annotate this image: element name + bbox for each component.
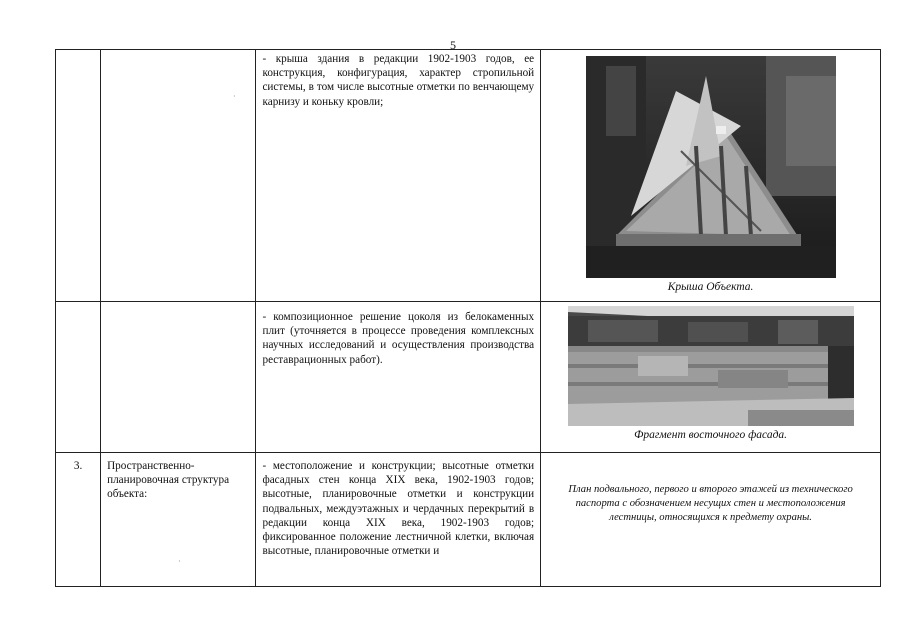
row-name-cell [101, 50, 256, 302]
row-number-cell [56, 302, 101, 453]
page-number: 5 [450, 38, 456, 52]
figure-caption: Крыша Объекта. [667, 281, 754, 293]
row-text-cell [256, 302, 541, 453]
row-description: - крыша здания в редакции 1902-1903 годов, ее конструкция, конфигурация, характер стропильной системы, в том числе высотные отметки по венчающему карнизу и коньку кровли; [262, 53, 535, 108]
roof-photo [586, 56, 836, 278]
row-number-cell [56, 50, 101, 302]
protection-subject-table [55, 49, 881, 587]
row-number [56, 50, 100, 56]
row-figure-cell [541, 453, 881, 587]
row-name [101, 50, 255, 52]
row-number-cell [56, 453, 101, 587]
table-row [56, 453, 881, 587]
row-name: Пространственно-планировочная структура объекта: [107, 460, 230, 501]
row-description: - композиционное решение цоколя из белокаменных плит (уточняется в процессе проведения комплексных научных исследований и осуществления производства реставрационных работ). [262, 311, 535, 366]
scan-speck: · [233, 92, 236, 101]
table-row [56, 302, 881, 453]
scan-speck: · [178, 557, 181, 566]
row-figure-cell [541, 50, 881, 302]
row-name [101, 302, 255, 304]
row-name-cell [101, 302, 256, 453]
row-text-cell [256, 50, 541, 302]
row-number [56, 302, 100, 308]
row-description: - местоположение и конструкции; высотные отметки фасадных стен конца XIX века, 1902-1903 годов; высотные, планировочные отметки и конструкции подвальных, междуэтажных и чердачных перекрытий в редакции конца XIX века, 1902-1903 годов; фиксированное положение лестничной клетки, включая высотные, планировочные отметки и [262, 460, 535, 558]
facade-figure [541, 306, 880, 442]
plan-caption: План подвального, первого и второго этажей из технического паспорта с обозначением несущих стен и местоположения лестницы, относящихся к предмету охраны. [568, 484, 853, 523]
facade-photo [568, 306, 854, 426]
row-figure-cell [541, 302, 881, 453]
row-text-cell [256, 453, 541, 587]
figure-caption: Фрагмент восточного фасада. [634, 429, 788, 441]
row-number: 3. [73, 460, 83, 472]
roof-figure [541, 56, 880, 294]
table-row [56, 50, 881, 302]
row-name-cell [101, 453, 256, 587]
